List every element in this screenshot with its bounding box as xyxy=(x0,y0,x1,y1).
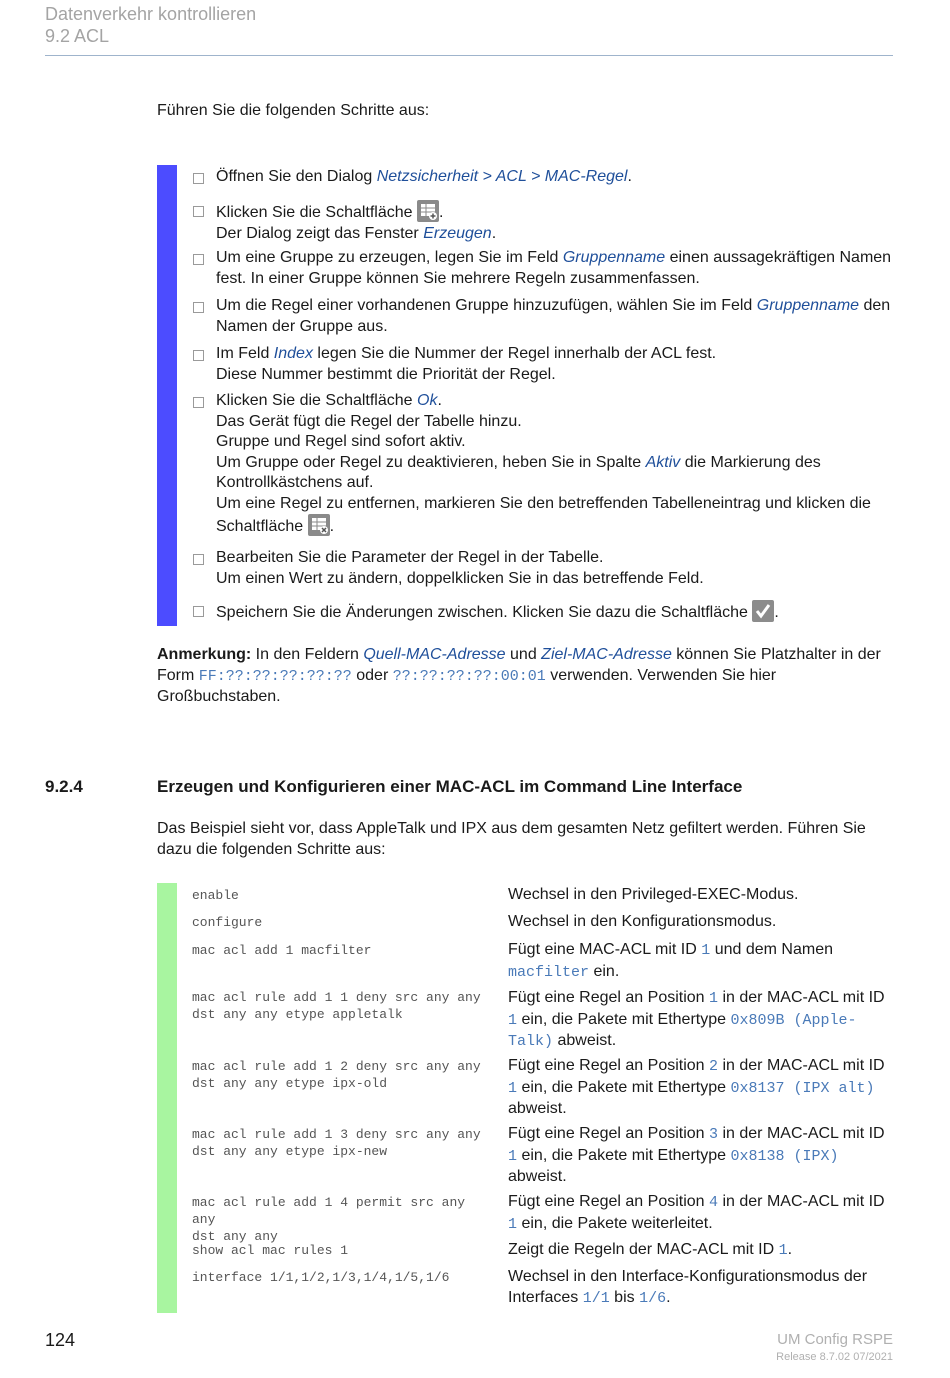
section-heading: Erzeugen und Konfigurieren einer MAC-ACL im Command Line Interface xyxy=(157,777,743,796)
cli-command: show acl mac rules 1 xyxy=(192,1243,349,1258)
ethertype: 0x8138 (IPX) xyxy=(730,1147,839,1165)
description-text: und dem Namen xyxy=(710,941,833,958)
acl-id: 1 xyxy=(508,1011,518,1029)
acl-id: 1 xyxy=(508,1079,518,1097)
mac-pattern: FF:??:??:??:??:?? xyxy=(198,667,352,685)
command-line: mac acl rule add 1 1 deny src any any xyxy=(192,990,481,1005)
description-text: in der MAC-ACL mit ID xyxy=(718,1125,885,1142)
header-rule xyxy=(45,55,893,56)
step-text: . xyxy=(329,518,335,535)
step-8 xyxy=(193,600,893,624)
page-number: 124 xyxy=(45,1330,76,1350)
note-text: oder xyxy=(351,666,393,684)
step-text: . xyxy=(439,204,444,221)
description-text: in der MAC-ACL mit ID xyxy=(718,989,885,1006)
window-name: Erzeugen xyxy=(423,224,492,242)
delete-table-icon xyxy=(308,514,330,536)
description-text: . xyxy=(787,1241,793,1258)
step-3 xyxy=(193,248,893,289)
step-text: Um eine Gruppe zu erzeugen, legen Sie im Feld xyxy=(216,249,563,266)
acl-name: macfilter xyxy=(508,963,590,981)
step-1 xyxy=(193,167,893,188)
field-name: Ziel-MAC-Adresse xyxy=(541,646,672,663)
description-text: bis xyxy=(609,1288,640,1306)
command-description xyxy=(508,1056,893,1120)
interface-id: 1/6 xyxy=(639,1289,667,1307)
dialog-path: Netzsicherheit > ACL > MAC-Regel xyxy=(376,168,628,185)
step-text: den Namen der Gruppe aus. xyxy=(216,297,891,335)
add-table-icon xyxy=(417,200,439,222)
step-6 xyxy=(193,391,893,538)
field-name: Gruppenname xyxy=(562,249,666,266)
steps-bar xyxy=(157,165,177,626)
cli-command xyxy=(192,1194,492,1245)
step-text: Diese Nummer bestimmt die Priorität der Regel. xyxy=(216,365,556,383)
command-line: dst any any etype appletalk xyxy=(192,1007,403,1022)
checkmark-icon xyxy=(752,600,774,622)
cli-command xyxy=(192,1058,492,1092)
step-2 xyxy=(193,200,893,244)
acl-id: 1 xyxy=(508,1215,518,1233)
cli-command: configure xyxy=(192,915,263,930)
cli-command: enable xyxy=(192,888,239,903)
running-header xyxy=(45,3,256,47)
rule-position: 2 xyxy=(709,1058,719,1075)
command-line: mac acl rule add 1 4 permit src any any xyxy=(192,1195,466,1227)
description-text: Zeigt die Regeln der MAC-ACL mit ID xyxy=(508,1241,779,1258)
step-checkbox xyxy=(193,397,204,408)
step-text: . xyxy=(627,168,632,185)
step-text: einen aussagekräftigen Namen fest. In einer Gruppe können Sie mehrere Regeln zusammenfassen. xyxy=(216,249,892,287)
command-line: mac acl rule add 1 3 deny src any any xyxy=(192,1127,481,1142)
button-name: Ok xyxy=(417,392,438,409)
step-text: Um eine Regel zu entfernen, markieren Sie den betreffenden Tabelleneintrag und klicken die Schaltfläche xyxy=(216,494,871,535)
step-text: Bearbeiten Sie die Parameter der Regel in der Tabelle. xyxy=(216,549,604,566)
ethertype: 0x809B (Apple-Talk) xyxy=(508,1011,857,1050)
acl-id: 1 xyxy=(778,1242,788,1259)
intro-text: Führen Sie die folgenden Schritte aus: xyxy=(157,102,430,119)
command-description xyxy=(508,1267,893,1309)
description-text: abweist. xyxy=(508,1100,567,1117)
section-number: 9.2.4 xyxy=(45,777,83,796)
chapter-title: Datenverkehr kontrollieren xyxy=(45,4,257,24)
field-name: Gruppenname xyxy=(756,297,860,314)
rule-position: 1 xyxy=(709,990,719,1007)
field-name: Quell-MAC-Adresse xyxy=(363,646,506,663)
note-text: können Sie Platzhalter in der Form xyxy=(157,646,881,684)
description-text: Fügt eine Regel an Position xyxy=(508,1057,710,1074)
step-text: Klicken Sie die Schaltfläche xyxy=(216,392,417,409)
step-text: . xyxy=(437,392,442,409)
command-description: Wechsel in den Privileged-EXEC-Modus. xyxy=(508,886,799,903)
cli-command xyxy=(192,989,492,1023)
command-description: Wechsel in den Konfigurationsmodus. xyxy=(508,913,777,930)
step-text: Gruppe und Regel sind sofort aktiv. xyxy=(216,433,466,450)
command-description xyxy=(508,1240,893,1262)
release-info: Release 8.7.02 07/2021 xyxy=(776,1351,893,1363)
interface-id: 1/1 xyxy=(582,1289,610,1307)
commands-bar xyxy=(157,883,177,1313)
description-text: ein, die Pakete mit Ethertype xyxy=(517,1146,731,1164)
note-text: verwenden. Verwenden Sie hier Großbuchstaben. xyxy=(157,666,777,705)
description-text: in der MAC-ACL mit ID xyxy=(718,1057,885,1074)
step-checkbox xyxy=(193,173,204,184)
step-text: Klicken Sie die Schaltfläche xyxy=(216,204,417,221)
step-checkbox xyxy=(193,350,204,361)
step-text: Im Feld xyxy=(216,345,274,362)
step-checkbox xyxy=(193,206,204,217)
command-line: dst any any etype ipx-old xyxy=(192,1076,388,1091)
description-text: Wechsel in den Interface-Konfigurationsmodus der Interfaces xyxy=(508,1268,868,1306)
note-label: Anmerkung: xyxy=(157,646,252,663)
acl-id: 1 xyxy=(701,942,711,959)
cli-command: mac acl add 1 macfilter xyxy=(192,943,372,958)
step-text: Der Dialog zeigt das Fenster xyxy=(216,224,424,242)
document-title: UM Config RSPE xyxy=(777,1331,893,1348)
command-description xyxy=(508,940,893,983)
step-text: Speichern Sie die Änderungen zwischen. Klicken Sie dazu die Schaltfläche xyxy=(216,604,753,621)
cli-command xyxy=(192,1126,492,1160)
step-checkbox xyxy=(193,554,204,565)
description-text: abweist. xyxy=(508,1168,567,1185)
step-7 xyxy=(193,548,893,589)
cli-command: interface 1/1,1/2,1/3,1/4,1/5,1/6 xyxy=(192,1270,450,1285)
column-name: Aktiv xyxy=(645,453,681,471)
step-text: legen Sie die Nummer der Regel innerhalb der ACL fest. xyxy=(312,345,717,362)
note xyxy=(157,645,897,708)
description-text: ein, die Pakete mit Ethertype xyxy=(517,1010,731,1028)
section-description: Das Beispiel sieht vor, dass AppleTalk und IPX aus dem gesamten Netz gefiltert werden. Führen Sie dazu die folgenden Schritte aus: xyxy=(157,820,866,858)
description-text: . xyxy=(666,1288,671,1306)
command-line: mac acl rule add 1 2 deny src any any xyxy=(192,1059,481,1074)
step-text: Um die Regel einer vorhandenen Gruppe hinzuzufügen, wählen Sie im Feld xyxy=(216,297,757,314)
description-text: ein. xyxy=(589,962,620,980)
step-text: Um Gruppe oder Regel zu deaktivieren, heben Sie in Spalte xyxy=(216,453,646,471)
description-text: Fügt eine Regel an Position xyxy=(508,1125,710,1142)
note-text: und xyxy=(505,646,542,663)
description-text: ein, die Pakete mit Ethertype xyxy=(517,1078,731,1096)
description-text: in der MAC-ACL mit ID xyxy=(718,1193,885,1210)
description-text: abweist. xyxy=(553,1032,617,1049)
step-text: Das Gerät fügt die Regel der Tabelle hinzu. xyxy=(216,412,522,430)
step-text: die Markierung des Kontrollkästchens auf. xyxy=(216,453,821,491)
field-name: Index xyxy=(273,345,313,362)
rule-position: 3 xyxy=(709,1126,719,1143)
command-description xyxy=(508,988,893,1053)
rule-position: 4 xyxy=(709,1194,719,1211)
step-text: . xyxy=(774,604,779,621)
mac-pattern: ??:??:??:??:00:01 xyxy=(392,667,546,685)
step-text: Um einen Wert zu ändern, doppelklicken Sie in das betreffende Feld. xyxy=(216,569,704,587)
step-text: Öffnen Sie den Dialog xyxy=(216,168,377,185)
command-description xyxy=(508,1192,893,1235)
description-text: Fügt eine Regel an Position xyxy=(508,1193,710,1210)
step-checkbox xyxy=(193,302,204,313)
step-checkbox xyxy=(193,254,204,265)
description-text: Fügt eine Regel an Position xyxy=(508,989,710,1006)
section-title: 9.2 ACL xyxy=(45,26,110,46)
acl-id: 1 xyxy=(508,1147,518,1165)
description-text: Fügt eine MAC-ACL mit ID xyxy=(508,941,702,958)
step-checkbox xyxy=(193,606,204,617)
step-5 xyxy=(193,344,893,385)
note-text: In den Feldern xyxy=(251,646,364,663)
command-line: dst any any xyxy=(192,1229,278,1244)
ethertype: 0x8137 (IPX alt) xyxy=(730,1079,875,1097)
description-text: ein, die Pakete weiterleitet. xyxy=(517,1214,713,1232)
command-description xyxy=(508,1124,893,1188)
step-text: . xyxy=(491,224,497,242)
step-4 xyxy=(193,296,893,337)
command-line: dst any any etype ipx-new xyxy=(192,1144,388,1159)
